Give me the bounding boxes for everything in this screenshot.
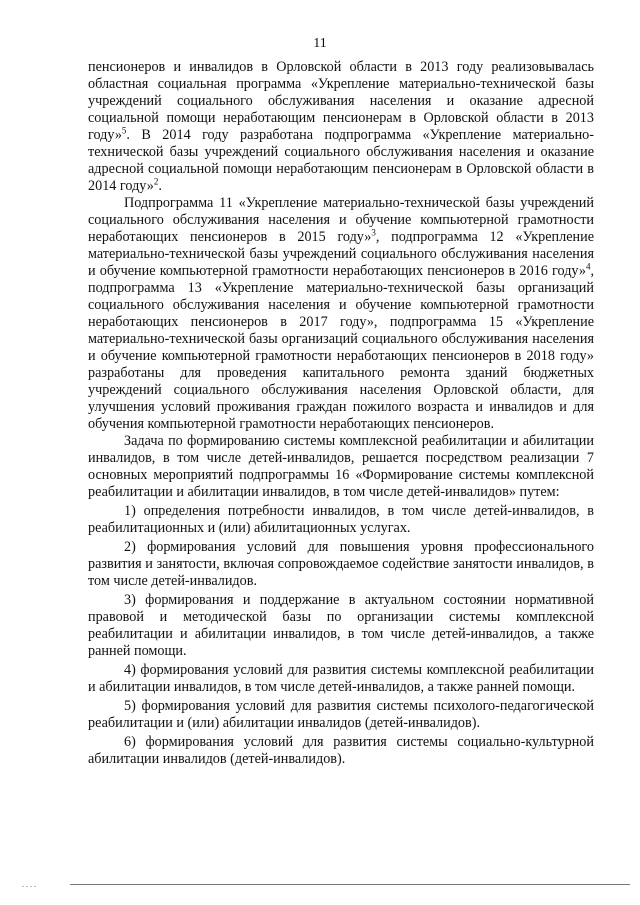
page-number: 11 <box>313 36 327 51</box>
footer-rule <box>70 884 630 885</box>
paragraph-p6 <box>88 592 594 660</box>
paragraph-p3 <box>88 433 594 501</box>
footnote-reference[interactable]: 3 <box>371 227 376 238</box>
paragraph-text: 4) формирования условий для развития системы комплексной реабилитации и абилитации инвалидов, в том числе детей-инвалидов, а также ранней помощи. <box>88 662 594 695</box>
paragraph-text: 5) формирования условий для развития системы психолого-педагогической реабилитации и (или) абилитации инвалидов (детей-инвалидов). <box>88 698 594 731</box>
footer-marks: .... <box>22 880 38 889</box>
footnote-reference[interactable]: 4 <box>585 261 591 272</box>
paragraph-p1 <box>88 59 594 195</box>
paragraph-text: . <box>158 178 162 194</box>
paragraph-text: 6) формирования условий для развития системы социально-культурной абилитации инвалидов (детей-инвалидов). <box>88 734 594 767</box>
paragraph-p7 <box>88 662 594 696</box>
paragraph-text: 3) формирования и поддержание в актуальном состоянии нормативной правовой и методической базы по организации системы комплексной реабилитации и абилитации инвалидов, в том числе детей-инвалидов, а также ранней помощи. <box>88 592 594 659</box>
paragraph-text: 1) определения потребности инвалидов, в том числе детей-инвалидов, в реабилитационных и (или) абилитационных услугах. <box>88 503 594 536</box>
paragraph-text: , подпрограмма 12 «Укрепление материально-технической базы учреждений социального обслуживания населения и обучение компьютерной грамотности неработающих пенсионеров в 2016 году» <box>88 229 594 279</box>
paragraph-p8 <box>88 698 594 732</box>
footnote-reference[interactable]: 2 <box>153 176 159 187</box>
paragraph-text: , подпрограмма 13 «Укрепление материально-технической базы организаций социального обслуживания населения и обучение компьютерной грамотности неработающих пенсионеров в 2017 году», подпрограмма 15 «Укрепление материально-технической базы организаций социального обслуживания населения и обучение компьютерной грамотности неработающих пенсионеров в 2018 году» разработаны для проведения капитального ремонта зданий бюджетных учреждений социального обслуживания населения Орловской области, для улучшения условий проживания граждан пожилого возраста и инвалидов и для обучения компьютерной грамотности неработающих пенсионеров. <box>88 263 594 432</box>
paragraph-text: Задача по формированию системы комплексной реабилитации и абилитации инвалидов, в том числе детей-инвалидов, решается посредством реализации 7 основных мероприятий подпрограммы 16 «Формирование системы комплексной реабилитации и абилитации инвалидов, в том числе детей-инвалидов» путем: <box>88 433 594 500</box>
paragraph-text: 2) формирования условий для повышения уровня профессионального развития и занятости, включая сопровождаемое содействие занятости инвалидов, в том числе детей-инвалидов. <box>88 539 594 589</box>
paragraph-p9 <box>88 734 594 768</box>
paragraph-text: пенсионеров и инвалидов в Орловской области в 2013 году реализовывалась областная социальная программа «Укрепление материально-технической базы учреждений социального обслуживания населения и оказание адресной социальной помощи неработающим пенсионерам в Орловской области в 2013 году» <box>88 59 594 143</box>
document-body <box>88 59 594 768</box>
footnote-reference[interactable]: 5 <box>121 125 127 136</box>
paragraph-p5 <box>88 539 594 590</box>
paragraph-text: . В 2014 году разработана подпрограмма «Укрепление материально-технической базы учреждений социального обслуживания населения и оказание адресной социальной помощи неработающим пенсионерам в Орловской области в 2014 году» <box>88 127 594 194</box>
paragraph-p4 <box>88 503 594 537</box>
paragraph-text: Подпрограмма 11 «Укрепление материально-технической базы учреждений социального обслуживания населения и обучение компьютерной грамотности неработающих пенсионеров в 2015 году» <box>88 195 594 245</box>
paragraph-p2 <box>88 195 594 433</box>
